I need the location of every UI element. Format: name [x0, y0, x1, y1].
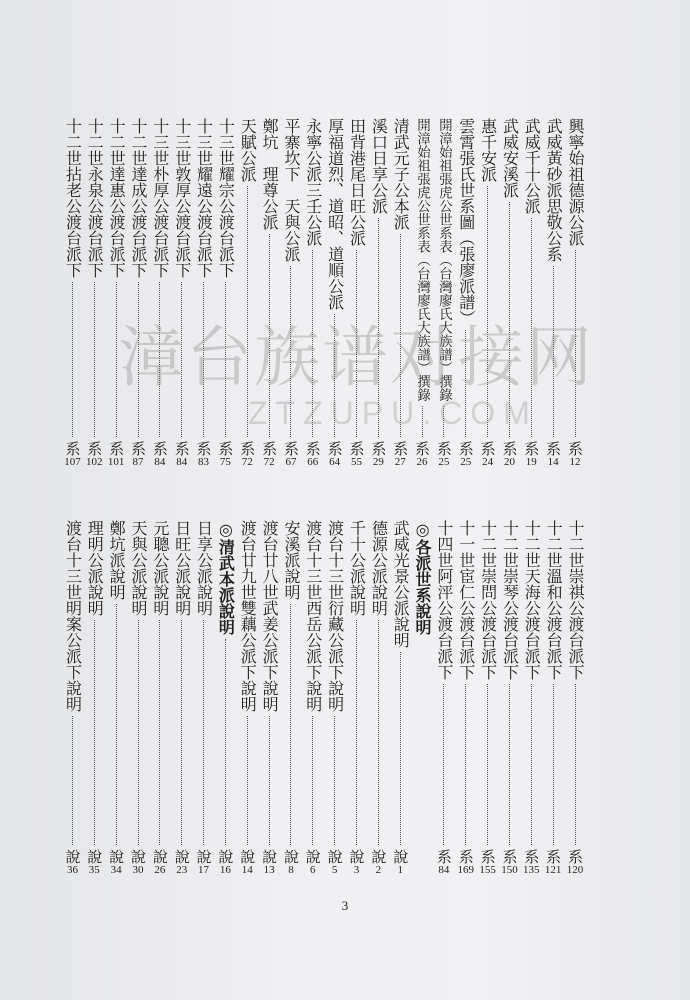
toc-entry [542, 520, 564, 876]
toc-entry-title: 天與公派說明 [129, 520, 148, 616]
toc-entry-section-mark: 系 [325, 441, 344, 456]
toc-entry-page: 64 [329, 456, 341, 468]
toc-entry-page: 75 [219, 456, 231, 468]
toc-entry [127, 520, 149, 876]
dot-leader [443, 684, 444, 845]
toc-entry-page: 8 [288, 864, 294, 876]
toc-entry-section-mark: 說 [194, 849, 213, 864]
toc-entry [61, 520, 83, 876]
watermark-text: 漳台族谱对接网 [118, 319, 594, 396]
toc-entry-page: 72 [241, 456, 253, 468]
toc-entry [83, 520, 105, 876]
toc-entry-page: 155 [479, 864, 496, 876]
toc-entry [83, 118, 105, 468]
toc-entry-section-mark: 系 [522, 441, 541, 456]
toc-entry-page: 30 [132, 864, 144, 876]
toc-entry-title: 十三世耀宗公渡台派下 [216, 118, 236, 278]
toc-entry [455, 520, 477, 876]
toc-entry-section-mark: 系 [107, 441, 126, 456]
dot-leader [531, 684, 532, 845]
toc-entry-page: 12 [569, 456, 581, 468]
toc-entry-title: 武威安溪派 [500, 118, 520, 198]
toc-entry-section-mark: 系 [456, 849, 475, 864]
dot-leader [553, 684, 554, 845]
toc-entry-title: 十三世朴厚公渡台派下 [150, 118, 170, 278]
toc-entry-section-mark: 說 [303, 849, 322, 864]
toc-entry-title: 田背港尾日旺公派 [347, 118, 367, 246]
toc-entry-section-mark: 說 [107, 849, 126, 864]
dot-leader [290, 604, 291, 845]
toc-entry-title: 十一世宦仁公渡台派下 [456, 520, 476, 680]
toc-entry-section-mark: 系 [216, 441, 235, 456]
dot-leader [203, 620, 204, 845]
toc-entry-section-mark: 系 [478, 441, 497, 456]
toc-entry-section-mark: 系 [369, 441, 388, 456]
toc-entry-title: 日享公派說明 [194, 520, 214, 616]
toc-entry [127, 118, 149, 468]
toc-entry-page: 20 [503, 456, 515, 468]
toc-entry [564, 118, 586, 468]
toc-entry-page: 135 [523, 864, 540, 876]
toc-entry-page: 169 [457, 864, 474, 876]
toc-entry-title: 理明公派說明 [85, 520, 105, 616]
dot-leader [94, 620, 95, 845]
toc-entry [193, 520, 215, 876]
dot-leader [575, 684, 576, 845]
toc-entry-page: 26 [416, 456, 428, 468]
dot-leader [312, 716, 313, 845]
toc-entry-title: 十二世溫和公渡台派下 [544, 520, 564, 680]
toc-entry-title: 德源公派說明 [369, 520, 389, 616]
toc-entry-title: 元聰公派說明 [150, 520, 170, 616]
toc-entry-page: 120 [566, 864, 584, 876]
toc-entry-title: 厚福道烈、道昭、道順公派 [325, 118, 345, 310]
toc-entry-title: 雲霄張氏世系圖（張廖派譜） [456, 118, 476, 326]
toc-entry-section-mark: 說 [391, 849, 410, 864]
toc-entry-page: 6 [310, 864, 316, 876]
dot-leader [181, 620, 182, 845]
toc-entry-page: 25 [460, 456, 472, 468]
toc-entry-section-mark: 系 [194, 441, 213, 456]
toc-entry-section-mark: 系 [413, 441, 432, 456]
toc-entry [433, 520, 455, 876]
dot-leader [138, 620, 139, 845]
dot-leader [509, 684, 510, 845]
toc-entry-page: 29 [372, 456, 384, 468]
toc-entry [542, 118, 564, 468]
watermark-url: ZTZUPU.COM [248, 395, 538, 431]
toc-entry [498, 520, 520, 876]
toc-entry-title: 千十公派說明 [347, 520, 367, 616]
dot-leader [334, 716, 335, 845]
toc-entry-section-mark: 說 [150, 849, 169, 864]
toc-entry [193, 118, 215, 468]
toc-entry-page: 25 [438, 456, 450, 468]
toc-entry-title: 十二世崇琴公渡台派下 [500, 520, 520, 680]
dot-leader [269, 716, 270, 845]
toc-entry-section-mark: 系 [566, 441, 584, 456]
toc-entry-section-mark: 系 [522, 849, 541, 864]
dot-leader [72, 716, 73, 845]
toc-entry-title: 鄭坑 理尊公派 [260, 118, 280, 230]
toc-entry-section-mark: 系 [260, 441, 279, 456]
toc-entry [367, 520, 389, 876]
toc-entry-section-mark: 說 [172, 849, 191, 864]
dot-leader [356, 620, 357, 845]
toc-entry-title: 十三世敦厚公渡台派下 [172, 118, 192, 278]
toc-entry-section-mark: 系 [544, 441, 563, 456]
toc-entry-page: 27 [394, 456, 406, 468]
toc-entry-page: 14 [547, 456, 559, 468]
toc-entry [149, 520, 171, 876]
toc-entry-section-mark: 系 [500, 849, 519, 864]
toc-entry-page: 101 [107, 456, 125, 468]
toc-entry-section-mark: 說 [238, 849, 257, 864]
toc-entry [214, 520, 236, 876]
toc-entry-title: 日旺公派說明 [172, 520, 192, 616]
toc-entry-page: 36 [66, 864, 78, 876]
toc-entry [564, 520, 586, 876]
toc-entry-page: 13 [263, 864, 275, 876]
toc-entry [105, 520, 127, 876]
toc-entry [520, 520, 542, 876]
dot-leader [116, 282, 117, 437]
toc-entry-page: 66 [307, 456, 319, 468]
toc-entry-title: 鄭坑派說明 [107, 520, 127, 600]
toc-entry-title: 十二世崇問公渡台派下 [478, 520, 498, 680]
toc-entry-title: 武威黃砂派思敬公系 [544, 118, 564, 262]
toc-entry [61, 118, 83, 468]
toc-entry-page: 102 [86, 456, 103, 468]
toc-entry-section-mark: 系 [478, 849, 497, 864]
toc-entry-page: 107 [64, 456, 81, 468]
toc-entry-section-mark: 說 [85, 849, 104, 864]
toc-entry-section-mark: 系 [281, 441, 300, 456]
toc-entry-title: 渡台廿九世雙藕公派下說明 [238, 520, 258, 712]
toc-entry-section-mark: 系 [500, 441, 519, 456]
toc-entry-section-mark: 系 [544, 849, 563, 864]
dot-leader [116, 604, 117, 845]
toc-entry [389, 520, 411, 876]
toc-entry-title: 十三世耀遠公渡台派下 [194, 118, 214, 278]
toc-entry-section-mark: 說 [63, 849, 82, 864]
toc-entry [302, 520, 324, 876]
dot-leader [378, 620, 379, 845]
toc-entry-section-mark: 系 [434, 441, 453, 456]
dot-leader [159, 620, 160, 845]
toc-entry-section-mark: 系 [150, 441, 169, 456]
toc-entry-page: 26 [154, 864, 166, 876]
toc-entry-section-mark: 說 [369, 849, 388, 864]
toc-entry-title: 十二世達成公渡台派下 [129, 118, 148, 278]
toc-entry-title: 渡台十三世西岳公派下說明 [303, 520, 323, 712]
toc-entry-page: 14 [241, 864, 253, 876]
toc-entry-title: 興寧始祖德源公派 [566, 118, 585, 246]
toc-entry-page: 72 [263, 456, 275, 468]
toc-entry [346, 520, 368, 876]
toc-entry-page: 23 [176, 864, 188, 876]
toc-entry-title: 清武元子公本派 [391, 118, 411, 230]
toc-entry-section-mark: 系 [85, 441, 104, 456]
toc-entry-title: 十二世永泉公渡台派下 [85, 118, 105, 278]
dot-leader [94, 282, 95, 437]
toc-entry-title: 渡台十三世衍藏公派下說明 [325, 520, 345, 712]
toc-entry-title: 十四世阿泙公渡台派下 [434, 520, 454, 680]
toc-entry-page: 84 [176, 456, 188, 468]
toc-entry-title: 天賦公派 [238, 118, 258, 182]
toc-entry-title: 十二世達惠公渡台派下 [107, 118, 127, 278]
toc-entry-page: 67 [285, 456, 297, 468]
toc-entry [411, 520, 433, 876]
toc-entry-section-mark: 系 [303, 441, 322, 456]
toc-entry-section-mark: 說 [281, 849, 300, 864]
toc-entry-page: 34 [110, 864, 122, 876]
toc-entry-title: 渡台十三世明案公派下說明 [63, 520, 83, 712]
toc-entry-page: 87 [132, 456, 144, 468]
toc-entry-page: 84 [438, 864, 450, 876]
toc-entry-section-mark: 系 [391, 441, 410, 456]
toc-entry-section-mark: 系 [566, 849, 584, 864]
toc-entry-title: 武威光景公派說明 [391, 520, 411, 648]
toc-entry-title: 永寧公派三壬公派 [303, 118, 323, 246]
toc-entry-title: 惠千安派 [478, 118, 498, 182]
toc-entry-title: 十二世崇祺公渡台派下 [566, 520, 585, 680]
dot-leader [400, 652, 401, 845]
toc-entry-page: 19 [525, 456, 537, 468]
toc-entry-page: 24 [482, 456, 494, 468]
toc-entry-page: 55 [351, 456, 362, 468]
toc-entry-section-mark: 說 [325, 849, 344, 864]
toc-entry [214, 118, 236, 468]
toc-entry-section-mark: 系 [172, 441, 191, 456]
page-number: 3 [341, 898, 349, 913]
toc-entry-section-mark: 系 [63, 441, 82, 456]
toc-entry-page: 2 [375, 864, 382, 876]
toc-entry-page: 150 [501, 864, 518, 876]
toc-entry-page: 5 [331, 864, 338, 876]
toc-entry-title: 渡台廿八世武姜公派下說明 [260, 520, 280, 712]
toc-entry-title: 安溪派說明 [281, 520, 301, 600]
toc-entry [280, 520, 302, 876]
toc-entry-title: ◎清武本派說明 [216, 520, 236, 635]
toc-entry-title: 溪口日享公派 [369, 118, 389, 214]
toc-entry-section-mark: 說 [347, 849, 366, 864]
toc-entry-title: 武威千十公派 [522, 118, 542, 214]
toc-entry-title: 十二世拈老公渡台派下 [63, 118, 83, 278]
toc-entry [258, 520, 280, 876]
toc-entry-page: 84 [154, 456, 166, 468]
toc-entry-section-mark: 說 [129, 849, 147, 864]
toc-entry-title: 開漳始祖張虎公世系表（台灣廖氏大族譜）撰錄 [414, 118, 431, 402]
toc-entry [324, 520, 346, 876]
toc-entry-page: 121 [544, 864, 562, 876]
toc-entry-page: 17 [198, 864, 210, 876]
toc-entry [171, 520, 193, 876]
dot-leader [247, 716, 248, 845]
toc-entry-title: ◎各派世系說明 [413, 520, 433, 635]
toc-entry-section-mark: 說 [260, 849, 279, 864]
dot-leader [225, 639, 226, 845]
toc-entry-page: 3 [353, 864, 360, 876]
toc-entry-section-mark: 系 [347, 441, 366, 456]
dot-leader [487, 684, 488, 845]
toc-entry-page: 1 [397, 864, 403, 876]
toc-entry-title: 開漳始祖張虎公世系表（台灣廖氏大族譜）撰錄 [435, 118, 452, 402]
toc-entry [236, 520, 258, 876]
toc-entry-page: 83 [198, 456, 210, 468]
toc-entry [105, 118, 127, 468]
toc-entry-title: 十二世天海公渡台派下 [522, 520, 542, 680]
toc-entry-section-mark: 系 [456, 441, 475, 456]
toc-entry-page: 35 [88, 864, 100, 876]
toc-entry-page: 16 [219, 864, 231, 876]
dot-leader [465, 684, 466, 845]
toc-entry [477, 520, 499, 876]
toc-entry [171, 118, 193, 468]
toc-entry [149, 118, 171, 468]
dot-leader [72, 282, 73, 437]
toc-entry-section-mark: 系 [434, 849, 453, 864]
toc-entry-section-mark: 說 [216, 849, 235, 864]
toc-entry-section-mark: 系 [129, 441, 147, 456]
toc-entry-section-mark: 系 [238, 441, 257, 456]
toc-entry-title: 平寨坎下 天與公派 [281, 118, 301, 262]
